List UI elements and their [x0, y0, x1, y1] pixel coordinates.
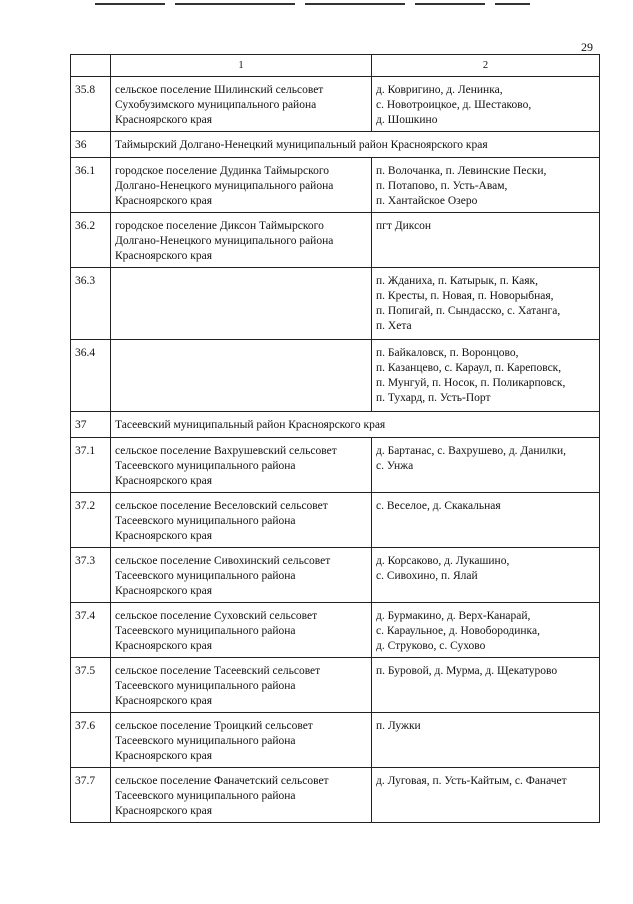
settlement-name-line: сельское поселение Сивохинский сельсовет	[115, 555, 331, 567]
places-cell	[372, 713, 600, 768]
table-row	[71, 268, 600, 340]
settlement-name-cell	[111, 548, 372, 603]
settlement-name-line: Тасеевского муниципального района	[115, 625, 296, 637]
settlement-name-line: Красноярского края	[115, 695, 212, 707]
place-line: п. Казанцево, с. Караул, п. Кареповск,	[376, 362, 562, 374]
settlement-name-line: сельское поселение Тасеевский сельсовет	[115, 665, 321, 677]
places-cell	[372, 603, 600, 658]
settlement-name-line: сельское поселение Веселовский сельсовет	[115, 500, 328, 512]
column-number-cell: 1	[111, 55, 372, 77]
row-number-cell: 37.1	[71, 438, 111, 493]
places-cell	[372, 158, 600, 213]
settlement-name-line: Тасеевского муниципального района	[115, 570, 296, 582]
row-number-cell: 36.1	[71, 158, 111, 213]
table-row	[71, 548, 600, 603]
table-section-row	[71, 132, 600, 158]
place-line: с. Веселое, д. Скакальная	[376, 500, 501, 512]
scan-top-edge	[0, 0, 633, 12]
table-row	[71, 658, 600, 713]
settlement-name-line: Тасеевского муниципального района	[115, 460, 296, 472]
settlement-name-line: Красноярского края	[115, 530, 212, 542]
settlement-name-line: сельское поселение Суховский сельсовет	[115, 610, 318, 622]
settlement-name-line: сельское поселение Троицкий сельсовет	[115, 720, 313, 732]
settlement-name-line: Красноярского края	[115, 195, 212, 207]
place-line: с. Новотроицкое, д. Шестаково,	[376, 99, 532, 111]
settlement-name-cell	[111, 77, 372, 132]
column-number-cell: 2	[372, 55, 600, 77]
settlement-name-line: Тасеевского муниципального района	[115, 680, 296, 692]
places-cell	[372, 77, 600, 132]
places-cell	[372, 438, 600, 493]
place-line: п. Мунгуй, п. Носок, п. Поликарповск,	[376, 377, 566, 389]
settlement-name-line: Тасеевского муниципального района	[115, 515, 296, 527]
settlement-name-line: Красноярского края	[115, 750, 212, 762]
place-line: д. Корсаково, д. Лукашино,	[376, 555, 510, 567]
place-line: д. Ковригино, д. Ленинка,	[376, 84, 503, 96]
settlement-name-line: городское поселение Дудинка Таймырского	[115, 165, 330, 177]
row-number-cell: 36.3	[71, 268, 111, 340]
settlement-name-line: Красноярского края	[115, 805, 212, 817]
settlement-name-line: Тасеевского муниципального района	[115, 790, 296, 802]
settlement-name-line: Долгано-Ненецкого муниципального района	[115, 235, 334, 247]
table-row	[71, 493, 600, 548]
settlement-name-line: Тасеевского муниципального района	[115, 735, 296, 747]
place-line: п. Попигай, п. Сындасско, с. Хатанга,	[376, 305, 561, 317]
places-cell	[372, 658, 600, 713]
place-line: д. Бурмакино, д. Верх-Канарай,	[376, 610, 531, 622]
place-line: п. Волочанка, п. Левинские Пески,	[376, 165, 547, 177]
place-line: п. Хета	[376, 320, 412, 332]
settlement-name-line: Красноярского края	[115, 585, 212, 597]
settlement-name-line: городское поселение Диксон Таймырского	[115, 220, 324, 232]
place-line: п. Буровой, д. Мурма, д. Щекатурово	[376, 665, 558, 677]
place-line: п. Байкаловск, п. Воронцово,	[376, 347, 519, 359]
row-number-cell: 36.2	[71, 213, 111, 268]
settlement-name-line: Красноярского края	[115, 640, 212, 652]
places-cell	[372, 213, 600, 268]
row-number-cell: 37	[71, 412, 111, 438]
place-line: д. Луговая, п. Усть-Кайтым, с. Фаначет	[376, 775, 567, 787]
table-section-row	[71, 412, 600, 438]
row-number-cell: 36	[71, 132, 111, 158]
settlement-name-cell	[111, 213, 372, 268]
row-number-cell: 37.7	[71, 768, 111, 823]
places-cell	[372, 493, 600, 548]
row-number-cell: 36.4	[71, 340, 111, 412]
row-number-cell: 37.3	[71, 548, 111, 603]
place-line: п. Жданиха, п. Катырык, п. Каяк,	[376, 275, 538, 287]
row-number-cell: 37.5	[71, 658, 111, 713]
settlement-name-line: сельское поселение Вахрушевский сельсовет	[115, 445, 337, 457]
settlement-name-line: Сухобузимского муниципального района	[115, 99, 317, 111]
row-number-cell: 37.6	[71, 713, 111, 768]
settlement-name-cell	[111, 658, 372, 713]
place-line: д. Струково, с. Сухово	[376, 640, 486, 652]
column-number-row	[71, 55, 600, 77]
settlement-name-line: Красноярского края	[115, 114, 212, 126]
places-cell	[372, 340, 600, 412]
settlement-name-cell	[111, 603, 372, 658]
table-row	[71, 77, 600, 132]
place-line: с. Караульное, д. Новобородинка,	[376, 625, 540, 637]
settlement-name-cell	[111, 268, 372, 340]
settlement-name-cell	[111, 438, 372, 493]
place-line: д. Шошкино	[376, 114, 438, 126]
places-cell	[372, 768, 600, 823]
place-line: с. Унжа	[376, 460, 414, 472]
settlement-name-line: Красноярского края	[115, 475, 212, 487]
settlement-name-cell	[111, 158, 372, 213]
settlement-name-cell	[111, 493, 372, 548]
places-cell	[372, 548, 600, 603]
district-title-cell: Тасеевский муниципальный район Красноярского края	[111, 412, 600, 438]
place-line: п. Лужки	[376, 720, 421, 732]
settlements-table	[70, 54, 600, 823]
row-number-cell: 35.8	[71, 77, 111, 132]
place-line: п. Тухард, п. Усть-Порт	[376, 392, 491, 404]
page-number: 29	[581, 40, 593, 54]
place-line: пгт Диксон	[376, 220, 432, 232]
table-row	[71, 340, 600, 412]
table-row	[71, 713, 600, 768]
settlement-name-cell	[111, 340, 372, 412]
row-number-cell: 37.4	[71, 603, 111, 658]
settlement-name-cell	[111, 713, 372, 768]
settlement-name-line: сельское поселение Шилинский сельсовет	[115, 84, 324, 96]
place-line: д. Бартанас, с. Вахрушево, д. Данилки,	[376, 445, 567, 457]
places-cell	[372, 268, 600, 340]
table-row	[71, 768, 600, 823]
place-line: п. Кресты, п. Новая, п. Новорыбная,	[376, 290, 554, 302]
settlement-name-line: Красноярского края	[115, 250, 212, 262]
place-line: п. Потапово, п. Усть-Авам,	[376, 180, 508, 192]
row-number-cell: 37.2	[71, 493, 111, 548]
table-row	[71, 438, 600, 493]
settlement-name-line: Долгано-Ненецкого муниципального района	[115, 180, 334, 192]
column-number-cell	[71, 55, 111, 77]
table-row	[71, 158, 600, 213]
settlement-name-cell	[111, 768, 372, 823]
table-row	[71, 213, 600, 268]
table-row	[71, 603, 600, 658]
district-title-cell: Таймырский Долгано-Ненецкий муниципальный район Красноярского края	[111, 132, 600, 158]
place-line: с. Сивохино, п. Ялай	[376, 570, 478, 582]
place-line: п. Хантайское Озеро	[376, 195, 478, 207]
settlement-name-line: сельское поселение Фаначетский сельсовет	[115, 775, 329, 787]
